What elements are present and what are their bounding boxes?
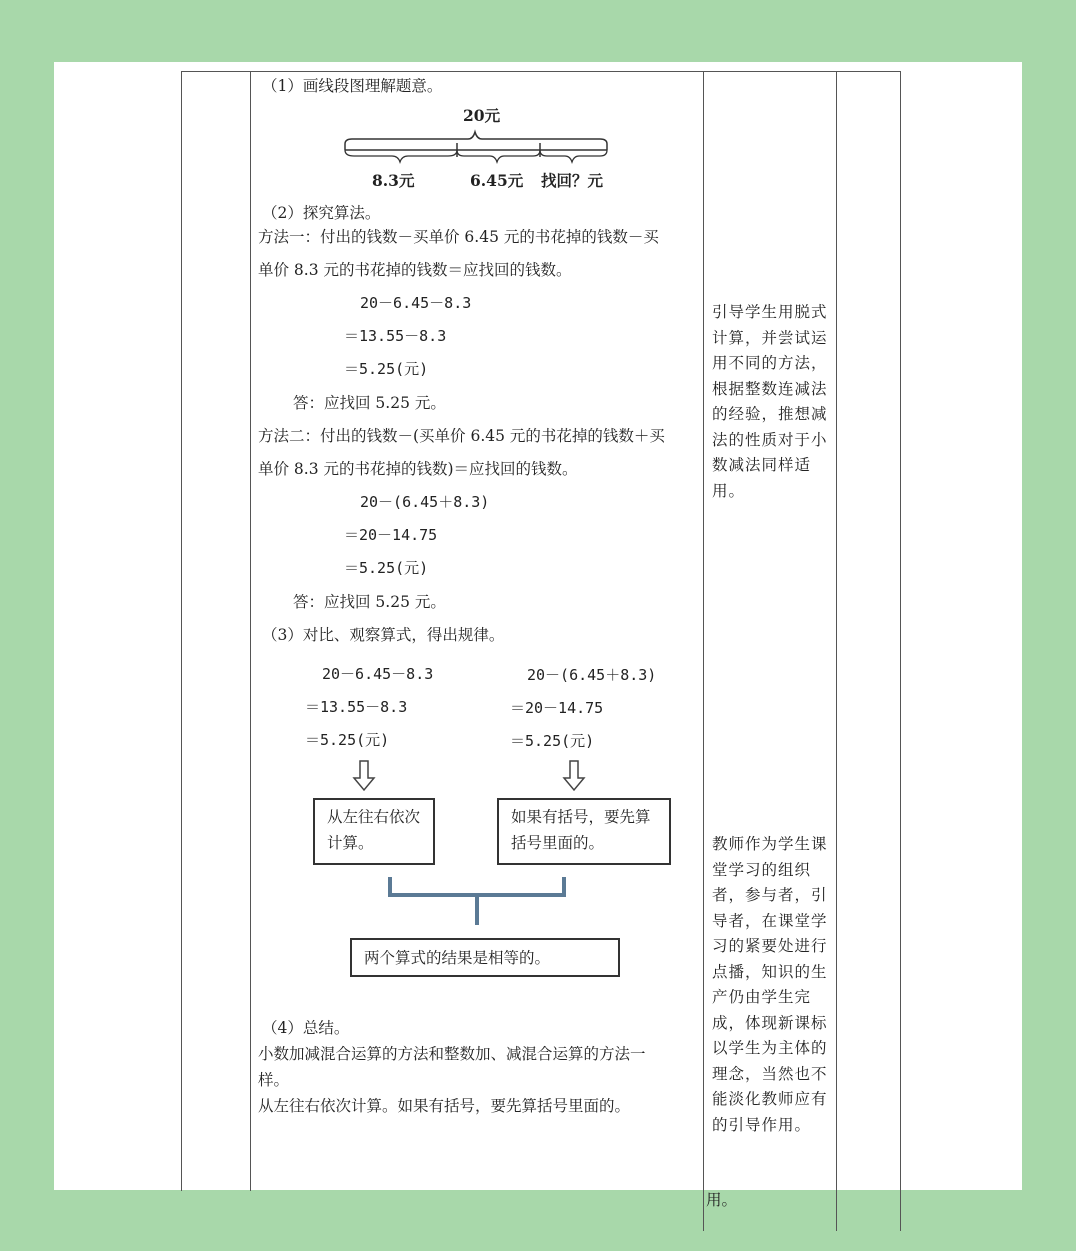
table-col-line-2 [250, 71, 251, 1191]
step-3-heading: （3）对比、观察算式，得出规律。 [262, 626, 505, 644]
seg2-brace [457, 150, 540, 162]
diagram-seg1-label: 8.3元 [372, 171, 415, 190]
method2-answer: 答：应找回 5.25 元。 [293, 593, 446, 611]
method2-calc1: 20－(6.45＋8.3) [360, 493, 490, 511]
method1-answer: 答：应找回 5.25 元。 [293, 394, 446, 412]
down-arrow-left-icon [352, 760, 376, 792]
diagram-seg3-label: 找回？元 [541, 171, 604, 190]
table-col-line-1 [181, 71, 182, 1191]
table-col-line-3 [703, 71, 704, 1231]
method2-calc3: ＝5.25(元) [344, 559, 429, 577]
seg1-brace [345, 150, 457, 162]
rule-box-left-text: 从左往右依次计算。 [327, 808, 421, 852]
rule-box-bottom [350, 938, 620, 977]
compare-left-2: ＝13.55－8.3 [305, 698, 408, 716]
table-col-line-4 [836, 71, 837, 1231]
method2-line2: 单价 8.3 元的书花掉的钱数)＝应找回的钱数。 [258, 460, 578, 478]
method1-calc3: ＝5.25(元) [344, 360, 429, 378]
rule-box-bottom-text: 两个算式的结果是相等的。 [364, 949, 551, 967]
rule-box-right-text: 如果有括号，要先算括号里面的。 [511, 808, 651, 852]
compare-right-2: ＝20－14.75 [510, 699, 604, 717]
teaching-note-2: 教师作为学生课堂学习的组织者，参与者，引导者，在课堂学习的紧要处进行点播，知识的生产仍由学生完成，体现新课标以学生为主体的理念，当然也不能淡化教师应有的引导作用。 [712, 835, 828, 1134]
compare-left-1: 20－6.45－8.3 [322, 665, 434, 683]
overflow-text-fragment: 用。 [706, 1191, 738, 1209]
total-brace [345, 132, 607, 150]
method1-line2: 单价 8.3 元的书花掉的钱数＝应找回的钱数。 [258, 261, 572, 279]
method1-line1: 方法一：付出的钱数－买单价 6.45 元的书花掉的钱数－买 [258, 228, 659, 246]
step-2-heading: （2）探究算法。 [262, 204, 381, 222]
method2-calc2: ＝20－14.75 [344, 526, 438, 544]
summary-line3: 从左往右依次计算。如果有括号，要先算括号里面的。 [258, 1097, 631, 1115]
segment-diagram [340, 128, 612, 168]
compare-right-3: ＝5.25(元) [510, 732, 595, 750]
step-4-heading: （4）总结。 [262, 1019, 350, 1037]
step-1-heading: （1）画线段图理解题意。 [262, 77, 443, 95]
down-arrow-right-icon [562, 760, 586, 792]
compare-right-1: 20－(6.45＋8.3) [527, 666, 657, 684]
table-col-line-5 [900, 71, 901, 1231]
rule-box-right [497, 798, 671, 865]
method1-calc2: ＝13.55－8.3 [344, 327, 447, 345]
rule-box-left [313, 798, 435, 865]
method2-line1: 方法二：付出的钱数－(买单价 6.45 元的书花掉的钱数＋买 [258, 427, 665, 445]
compare-left-3: ＝5.25(元) [305, 731, 390, 749]
diagram-seg2-label: 6.45元 [470, 171, 524, 190]
combine-bracket [385, 875, 569, 927]
table-top-border [181, 71, 901, 72]
teaching-note-1: 引导学生用脱式计算，并尝试运用不同的方法，根据整数连减法的经验，推想减法的性质对于小数减法同样适用。 [712, 303, 828, 500]
summary-line1: 小数加减混合运算的方法和整数加、减混合运算的方法一 [258, 1045, 646, 1063]
method1-calc1: 20－6.45－8.3 [360, 294, 472, 312]
seg3-brace [540, 150, 607, 162]
diagram-total-label: 20元 [463, 106, 501, 125]
summary-line2: 样。 [258, 1071, 290, 1089]
